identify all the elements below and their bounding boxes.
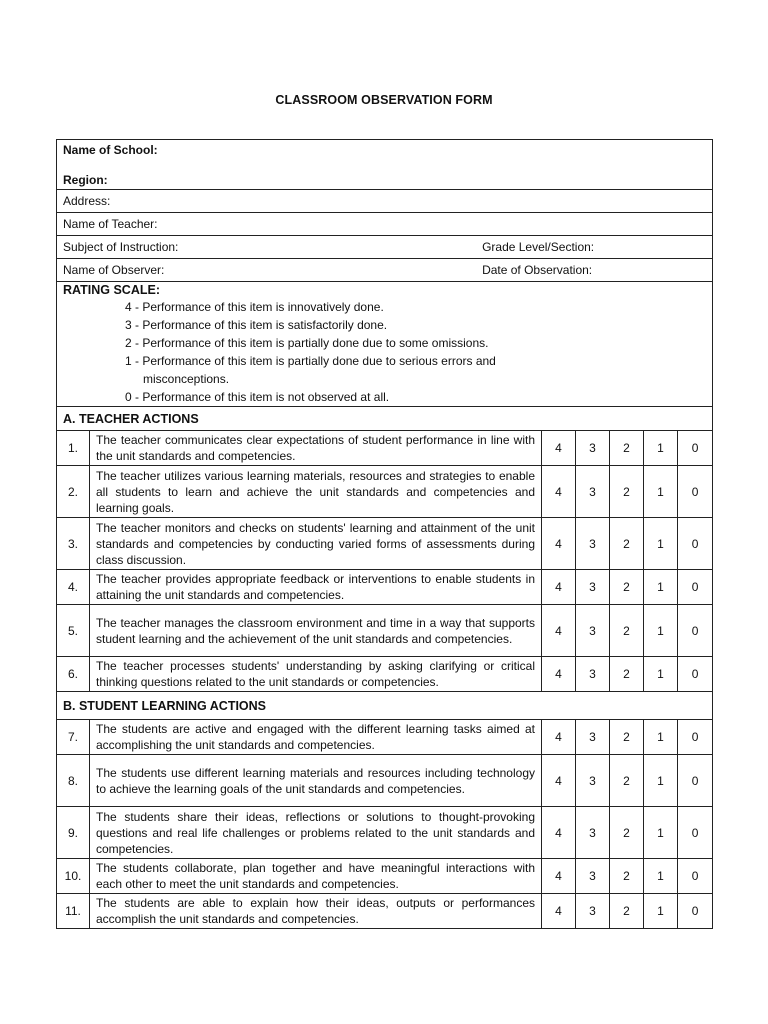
item-number: 7. bbox=[57, 720, 90, 755]
score-option-1[interactable]: 1 bbox=[644, 431, 678, 466]
score-option-3[interactable]: 3 bbox=[576, 466, 610, 518]
score-option-1[interactable]: 1 bbox=[644, 755, 678, 807]
item-description: The teacher provides appropriate feedback or interventions to enable students in attaining the unit standards and competencies. bbox=[90, 570, 542, 605]
item-number: 2. bbox=[57, 466, 90, 518]
item-row bbox=[57, 657, 713, 692]
score-option-4[interactable]: 4 bbox=[542, 720, 576, 755]
section-heading: A. TEACHER ACTIONS bbox=[57, 407, 713, 431]
item-row bbox=[57, 605, 713, 657]
score-option-2[interactable]: 2 bbox=[610, 518, 644, 570]
score-option-3[interactable]: 3 bbox=[576, 570, 610, 605]
date-label: Date of Observation: bbox=[482, 263, 593, 277]
score-option-2[interactable]: 2 bbox=[610, 894, 644, 929]
section-heading-row bbox=[57, 407, 713, 431]
item-row bbox=[57, 755, 713, 807]
item-number: 11. bbox=[57, 894, 90, 929]
rating-scale-heading: RATING SCALE: bbox=[63, 283, 160, 297]
item-row bbox=[57, 894, 713, 929]
score-option-3[interactable]: 3 bbox=[576, 605, 610, 657]
item-description: The teacher utilizes various learning materials, resources and strategies to enable all students to learn and achieve the unit standards and competencies and learning goals. bbox=[90, 466, 542, 518]
teacher-label: Name of Teacher: bbox=[63, 217, 158, 231]
score-option-4[interactable]: 4 bbox=[542, 431, 576, 466]
score-option-0[interactable]: 0 bbox=[678, 657, 713, 692]
score-option-3[interactable]: 3 bbox=[576, 431, 610, 466]
item-number: 5. bbox=[57, 605, 90, 657]
form-body bbox=[57, 140, 713, 929]
item-row bbox=[57, 570, 713, 605]
score-option-4[interactable]: 4 bbox=[542, 859, 576, 894]
score-option-0[interactable]: 0 bbox=[678, 605, 713, 657]
item-number: 8. bbox=[57, 755, 90, 807]
address-row bbox=[57, 190, 713, 213]
score-option-0[interactable]: 0 bbox=[678, 720, 713, 755]
item-number: 9. bbox=[57, 807, 90, 859]
item-row bbox=[57, 466, 713, 518]
item-description: The teacher manages the classroom environment and time in a way that supports student learning and the achievement of the unit standards and competencies. bbox=[90, 605, 542, 657]
observation-table bbox=[56, 139, 713, 929]
score-option-4[interactable]: 4 bbox=[542, 894, 576, 929]
score-option-0[interactable]: 0 bbox=[678, 431, 713, 466]
score-option-2[interactable]: 2 bbox=[610, 720, 644, 755]
score-option-0[interactable]: 0 bbox=[678, 894, 713, 929]
score-option-2[interactable]: 2 bbox=[610, 570, 644, 605]
rating-line-4: 4 - Performance of this item is innovatively done. bbox=[125, 300, 384, 314]
score-option-4[interactable]: 4 bbox=[542, 657, 576, 692]
teacher-row bbox=[57, 213, 713, 236]
page-title: CLASSROOM OBSERVATION FORM bbox=[275, 93, 493, 107]
score-option-4[interactable]: 4 bbox=[542, 605, 576, 657]
subject-grade-row bbox=[57, 236, 713, 259]
item-row bbox=[57, 431, 713, 466]
subject-label: Subject of Instruction: bbox=[63, 240, 179, 254]
rating-line-1: 1 - Performance of this item is partially done due to serious errors and bbox=[125, 354, 496, 368]
item-description: The students are able to explain how their ideas, outputs or performances accomplish the unit standards and competencies. bbox=[90, 894, 542, 929]
score-option-0[interactable]: 0 bbox=[678, 570, 713, 605]
score-option-1[interactable]: 1 bbox=[644, 657, 678, 692]
score-option-2[interactable]: 2 bbox=[610, 807, 644, 859]
observer-date-row bbox=[57, 259, 713, 282]
item-number: 6. bbox=[57, 657, 90, 692]
item-row bbox=[57, 807, 713, 859]
score-option-1[interactable]: 1 bbox=[644, 605, 678, 657]
item-row bbox=[57, 859, 713, 894]
item-number: 3. bbox=[57, 518, 90, 570]
score-option-1[interactable]: 1 bbox=[644, 720, 678, 755]
item-description: The students are active and engaged with the different learning tasks aimed at accomplishing the unit standards and competencies. bbox=[90, 720, 542, 755]
item-number: 10. bbox=[57, 859, 90, 894]
item-description: The students share their ideas, reflections or solutions to thought-provoking questions and real life challenges or problems related to the unit standards and competencies. bbox=[90, 807, 542, 859]
item-description: The students collaborate, plan together and have meaningful interactions with each other to meet the unit standards and competencies. bbox=[90, 859, 542, 894]
grade-label: Grade Level/Section: bbox=[482, 240, 595, 254]
score-option-4[interactable]: 4 bbox=[542, 570, 576, 605]
score-option-2[interactable]: 2 bbox=[610, 859, 644, 894]
score-option-0[interactable]: 0 bbox=[678, 807, 713, 859]
score-option-4[interactable]: 4 bbox=[542, 755, 576, 807]
score-option-3[interactable]: 3 bbox=[576, 657, 610, 692]
section-heading: B. STUDENT LEARNING ACTIONS bbox=[57, 692, 713, 720]
rating-line-1-continued: misconceptions. bbox=[143, 372, 230, 386]
item-number: 4. bbox=[57, 570, 90, 605]
rating-line-0: 0 - Performance of this item is not observed at all. bbox=[125, 390, 390, 404]
score-option-2[interactable]: 2 bbox=[610, 755, 644, 807]
item-row bbox=[57, 720, 713, 755]
score-option-1[interactable]: 1 bbox=[644, 807, 678, 859]
score-option-1[interactable]: 1 bbox=[644, 518, 678, 570]
item-description: The teacher monitors and checks on students' learning and attainment of the unit standards and competencies by conducting varied forms of assessments during class discussion. bbox=[90, 518, 542, 570]
score-option-2[interactable]: 2 bbox=[610, 657, 644, 692]
item-description: The teacher communicates clear expectations of student performance in line with the unit standards and competencies. bbox=[90, 431, 542, 466]
score-option-3[interactable]: 3 bbox=[576, 894, 610, 929]
score-option-1[interactable]: 1 bbox=[644, 859, 678, 894]
rating-line-2: 2 - Performance of this item is partially done due to some omissions. bbox=[125, 336, 489, 350]
region-label: Region: bbox=[63, 173, 108, 187]
score-option-2[interactable]: 2 bbox=[610, 466, 644, 518]
rating-line-3: 3 - Performance of this item is satisfactorily done. bbox=[125, 318, 388, 332]
item-description: The students use different learning materials and resources including technology to achieve the learning goals of the unit standards and competencies. bbox=[90, 755, 542, 807]
observer-label: Name of Observer: bbox=[63, 263, 165, 277]
score-option-3[interactable]: 3 bbox=[576, 755, 610, 807]
score-option-3[interactable]: 3 bbox=[576, 720, 610, 755]
score-option-1[interactable]: 1 bbox=[644, 894, 678, 929]
section-heading-row bbox=[57, 692, 713, 720]
score-option-0[interactable]: 0 bbox=[678, 518, 713, 570]
score-option-3[interactable]: 3 bbox=[576, 518, 610, 570]
score-option-0[interactable]: 0 bbox=[678, 755, 713, 807]
school-region-row bbox=[57, 140, 713, 190]
score-option-4[interactable]: 4 bbox=[542, 518, 576, 570]
score-option-2[interactable]: 2 bbox=[610, 431, 644, 466]
score-option-1[interactable]: 1 bbox=[644, 570, 678, 605]
score-option-1[interactable]: 1 bbox=[644, 466, 678, 518]
score-option-0[interactable]: 0 bbox=[678, 859, 713, 894]
score-option-4[interactable]: 4 bbox=[542, 807, 576, 859]
score-option-2[interactable]: 2 bbox=[610, 605, 644, 657]
address-label: Address: bbox=[63, 194, 111, 208]
item-number: 1. bbox=[57, 431, 90, 466]
score-option-0[interactable]: 0 bbox=[678, 466, 713, 518]
rating-scale-row bbox=[57, 282, 713, 407]
score-option-4[interactable]: 4 bbox=[542, 466, 576, 518]
score-option-3[interactable]: 3 bbox=[576, 807, 610, 859]
item-row bbox=[57, 518, 713, 570]
school-label: Name of School: bbox=[63, 143, 158, 157]
item-description: The teacher processes students' understanding by asking clarifying or critical thinking questions related to the unit standards or competencies. bbox=[90, 657, 542, 692]
score-option-3[interactable]: 3 bbox=[576, 859, 610, 894]
